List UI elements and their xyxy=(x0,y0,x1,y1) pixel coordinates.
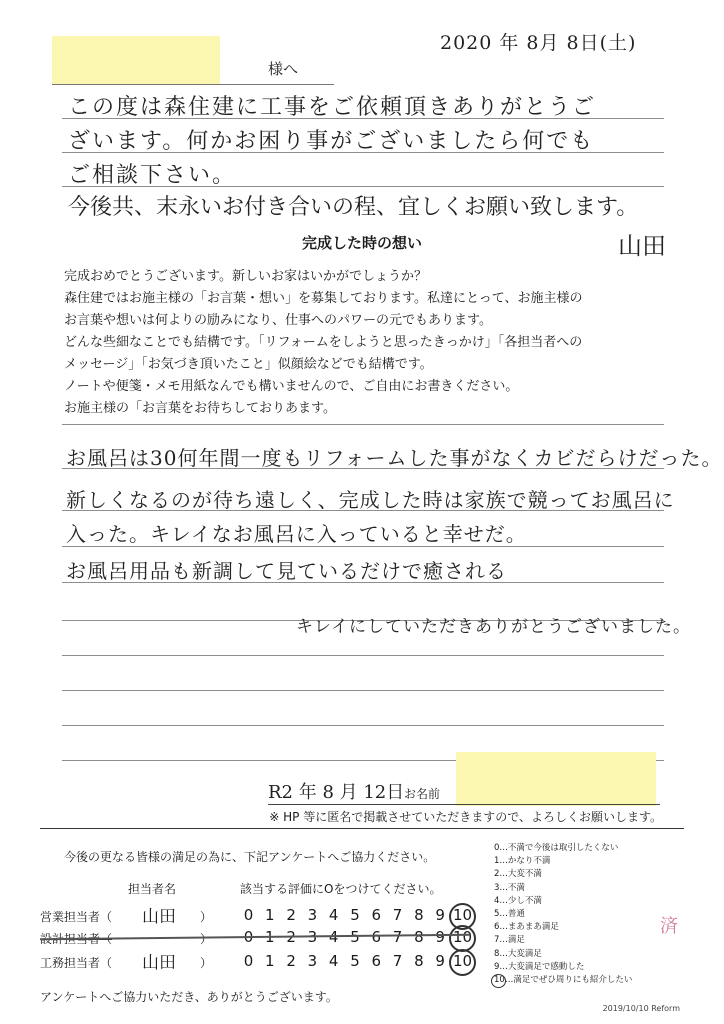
rating-scale-construction xyxy=(240,952,473,970)
rating-option[interactable]: 7 xyxy=(392,928,403,946)
staff-message-line: ご相談下さい。 xyxy=(68,163,237,188)
rating-option[interactable]: 4 xyxy=(328,906,339,924)
section-title: 完成した時の想い xyxy=(301,234,422,252)
rating-option[interactable]: 5 xyxy=(350,928,360,946)
legend-item: 5…普通 xyxy=(494,909,525,920)
customer-response-line: お風呂は30何年間一度もリフォームした事がなくカビだらけだった。 xyxy=(66,446,723,470)
bracket-close: ） xyxy=(200,910,213,924)
legend-item: 6…まあまあ満足 xyxy=(494,922,559,933)
rating-option[interactable]: 6 xyxy=(371,906,382,924)
rating-option[interactable]: 8 xyxy=(414,928,424,946)
staff-signature: 山田 xyxy=(618,232,666,260)
instruction-line: どんな些細なことでも結構です。「リフォームをしようと思ったきっかけ」「各担当者への xyxy=(64,335,583,350)
rating-option[interactable]: 9 xyxy=(435,928,445,946)
instruction-line: メッセージ」「お気づき頂いたこと」似顔絵などでも結構です。 xyxy=(64,357,433,372)
rating-option[interactable]: 10 xyxy=(452,928,473,946)
rating-option[interactable]: 10 xyxy=(452,906,473,924)
rating-option[interactable]: 8 xyxy=(414,906,424,924)
rating-option[interactable]: 1 xyxy=(265,928,275,946)
ruled-line xyxy=(62,424,664,425)
rating-option[interactable]: 0 xyxy=(243,906,254,924)
legend-item: 0…不満で今後は取引したくない xyxy=(494,843,619,853)
legend-item: 2…大変不満 xyxy=(494,869,542,880)
customer-name-redaction xyxy=(456,752,656,806)
staff-name-construction: 山田 xyxy=(142,953,176,973)
rating-option[interactable]: 8 xyxy=(414,952,424,970)
instruction-line: ノートや便箋・メモ用紙なんでも構いませんので、ご自由にお書きください。 xyxy=(64,379,519,394)
rating-option[interactable]: 10 xyxy=(452,952,473,970)
rating-option[interactable]: 5 xyxy=(350,906,360,924)
rating-option[interactable]: 3 xyxy=(307,906,318,924)
rating-option[interactable]: 3 xyxy=(307,952,318,970)
rating-option[interactable]: 0 xyxy=(243,928,254,946)
letter-date: 2020 年 8月 8日(土) xyxy=(440,32,637,54)
rating-option[interactable]: 2 xyxy=(286,952,296,970)
rating-option[interactable]: 7 xyxy=(392,952,403,970)
legend-item: 8…大変満足 xyxy=(494,948,542,959)
survey-divider xyxy=(40,828,684,829)
rating-option[interactable]: 5 xyxy=(350,952,360,970)
recipient-name-redaction xyxy=(52,36,220,84)
rating-option[interactable]: 1 xyxy=(265,906,275,924)
legend-item: 4…少し不満 xyxy=(494,895,542,906)
staff-name-sales: 山田 xyxy=(142,907,176,927)
rating-option[interactable]: 4 xyxy=(328,952,339,970)
rating-option[interactable]: 9 xyxy=(435,952,445,970)
staff-message-line: 今後共、末永いお付き合いの程、宜しくお願い致します。 xyxy=(68,195,639,220)
name-label: お名前 xyxy=(404,787,441,801)
role-construction: 工務担当者（ xyxy=(40,956,113,970)
instruction-line: お施主様の「お言葉をお待ちしておりあます。 xyxy=(64,401,336,416)
legend-item: 3…不満 xyxy=(494,882,525,893)
instruction-line: 森住建ではお施主様の「お言葉・想い」を募集しております。私達にとって、お施主様の xyxy=(64,291,583,306)
instruction-line: お言葉や想いは何よりの励みになり、仕事へのパワーの元でもあります。 xyxy=(64,313,492,328)
survey-thanks: アンケートへご協力いただき、ありがとうございます。 xyxy=(40,990,338,1004)
bracket-close: ） xyxy=(200,956,213,970)
customer-response-line: お風呂用品も新調して見ているだけで癒される xyxy=(66,559,507,583)
ruled-line xyxy=(62,655,664,656)
rating-option[interactable]: 0 xyxy=(243,952,254,970)
rating-option[interactable]: 2 xyxy=(286,928,296,946)
rating-option[interactable]: 2 xyxy=(286,906,296,924)
staff-message-line: ざいます。何かお困り事がございましたら何でも xyxy=(68,129,595,154)
legend-item: 7…満足 xyxy=(494,935,525,946)
role-design: 設計担当者（ xyxy=(40,932,113,946)
rating-legend xyxy=(494,842,632,987)
form-version: 2019/10/10 Reform xyxy=(602,1004,680,1013)
anonymous-note: ※ HP 等に匿名で掲載させていただきますので、よろしくお願いします。 xyxy=(269,810,662,824)
customer-thanks-line: キレイにしていただきありがとうございました。 xyxy=(296,617,691,637)
recipient-suffix: 様へ xyxy=(268,60,299,78)
name-underline xyxy=(268,804,660,805)
customer-response-line: 新しくなるのが待ち遠しく、完成した時は家族で競ってお風呂に xyxy=(66,488,675,512)
legend-item: 1…かなり不満 xyxy=(494,856,551,867)
column-header-staff: 担当者名 xyxy=(128,882,177,896)
role-sales: 営業担当者（ xyxy=(40,910,113,924)
recipient-underline xyxy=(52,84,334,85)
instruction-line: 完成おめでとうございます。新しいお家はいかがでしょうか？ xyxy=(64,269,427,284)
ruled-line xyxy=(62,690,664,691)
column-header-rating: 該当する評価にOをつけてください。 xyxy=(240,882,442,896)
rating-option[interactable]: 6 xyxy=(371,928,382,946)
survey-intro: 今後の更なる皆様の満足の為に、下記アンケートへご協力ください。 xyxy=(64,850,436,864)
rating-option[interactable]: 6 xyxy=(371,952,382,970)
rating-scale-sales xyxy=(240,906,473,924)
rating-option[interactable]: 1 xyxy=(265,952,275,970)
rating-option[interactable]: 9 xyxy=(435,906,445,924)
legend-item: 9…大変満足で感動した xyxy=(494,961,585,972)
response-date: R2 年 8 月 12日 xyxy=(268,782,405,803)
customer-response-line: 入った。キレイなお風呂に入っていると幸せだ。 xyxy=(66,522,527,546)
staff-message-line: この度は森住建に工事をご依頼頂きありがとうご xyxy=(68,95,597,120)
rating-option[interactable]: 3 xyxy=(307,928,318,946)
legend-item-selected: 10…満足でぜひ周りにも紹介したい xyxy=(494,974,632,987)
rating-option[interactable]: 4 xyxy=(328,928,339,946)
bracket-close: ） xyxy=(200,932,213,946)
stamp-mark: 済 xyxy=(660,916,678,937)
ruled-line xyxy=(62,725,664,726)
rating-option[interactable]: 7 xyxy=(392,906,403,924)
